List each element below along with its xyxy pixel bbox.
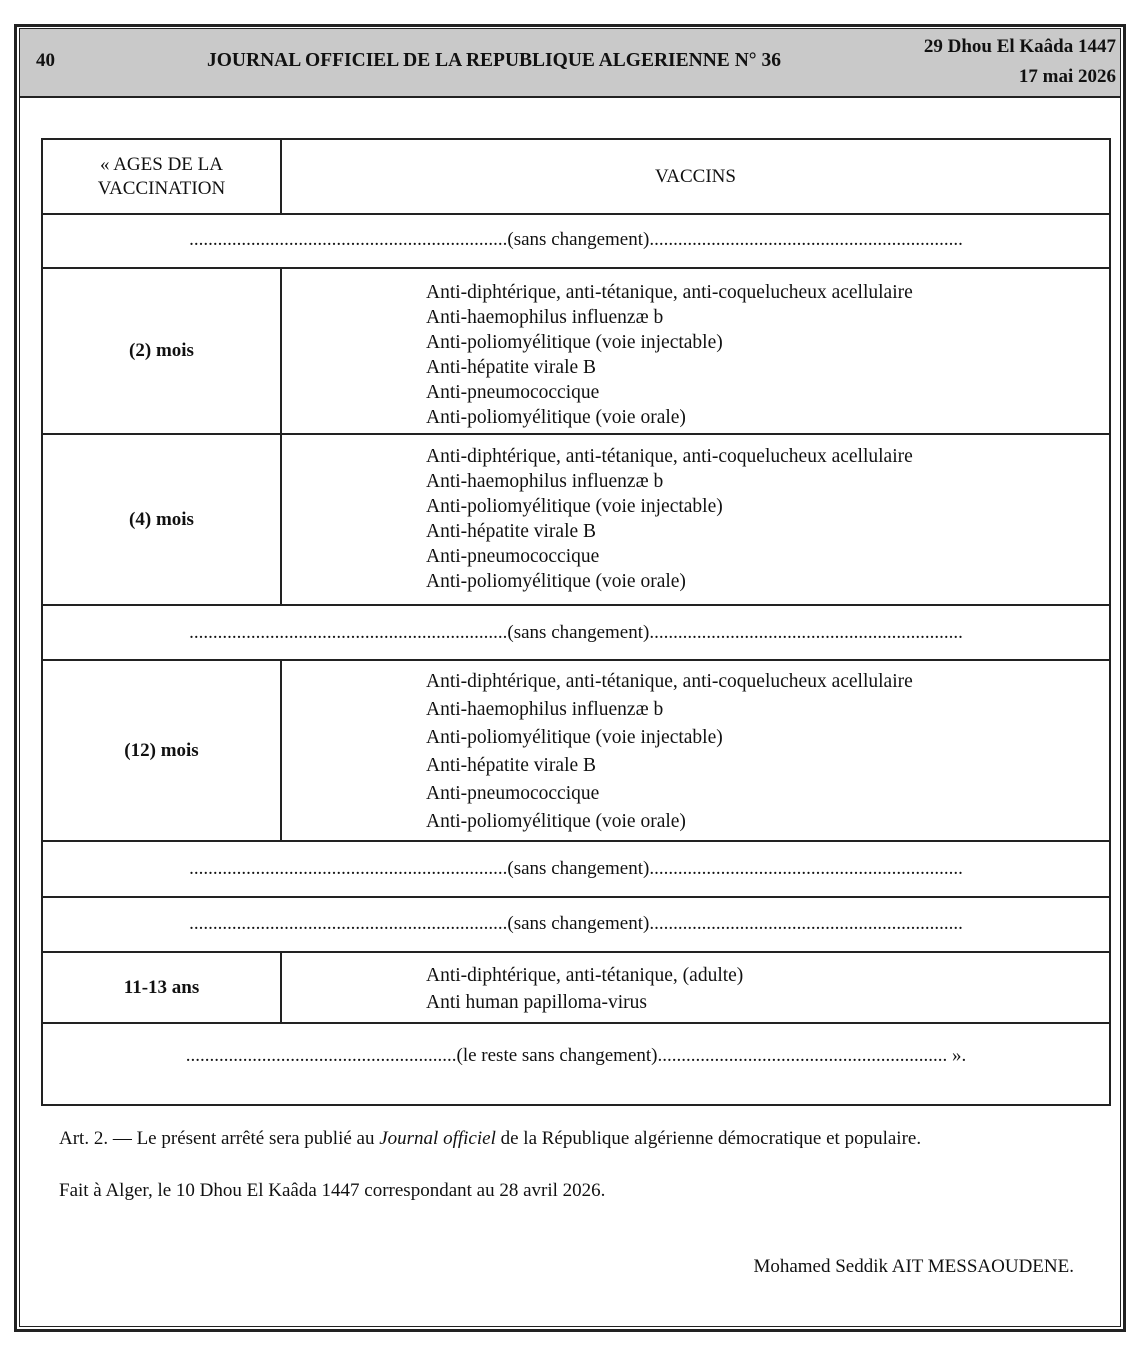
page-number: 40 [36,50,55,71]
vaccine-item: Anti-pneumococcique [426,382,600,403]
vaccine-item: Anti-poliomyélitique (voie orale) [426,407,686,428]
column-divider [280,267,282,605]
vaccine-item: Anti-hépatite virale B [426,521,597,542]
table-rule [43,840,1109,842]
vaccine-item: Anti-poliomyélitique (voie injectable) [426,496,723,517]
vaccine-item: Anti-haemophilus influenzæ b [426,471,664,492]
age-cell: (2) mois [129,340,194,361]
age-cell: (12) mois [124,739,199,761]
vaccine-list [426,280,913,430]
gregorian-date: 17 mai 2026 [1018,66,1116,87]
vaccine-item: Anti-hépatite virale B [426,357,597,378]
unchanged-row: ...................................................................(sans changement).................................................................. [189,858,963,879]
vaccine-item: Anti-pneumococcique [426,783,600,804]
vaccine-item: Anti-diphtérique, anti-tétanique, (adulte) [426,965,744,986]
vaccine-item: Anti-poliomyélitique (voie orale) [426,811,686,832]
table-rule [43,1022,1109,1024]
vaccine-list [426,962,743,1016]
vaccine-item: Anti-poliomyélitique (voie injectable) [426,727,723,748]
vaccine-item: Anti human papilloma-virus [426,992,647,1013]
vaccine-item: Anti-haemophilus influenzæ b [426,307,664,328]
unchanged-row: ...................................................................(sans changement).................................................................. [189,913,963,934]
article-prefix: Art. 2. — Le présent arrêté sera publié au [59,1128,380,1149]
unchanged-row: ...................................................................(sans changement).................................................................. [189,229,963,250]
vaccine-item: Anti-poliomyélitique (voie injectable) [426,332,723,353]
vaccine-item: Anti-pneumococcique [426,546,600,567]
vaccine-list [426,668,913,836]
column-divider [280,659,282,841]
age-cell: (4) mois [129,508,194,530]
column-divider [280,951,282,1023]
vaccine-list [426,444,913,594]
vaccine-item: Anti-diphtérique, anti-tétanique, anti-coquelucheux acellulaire [426,671,913,692]
table-rule [43,213,1109,215]
vaccine-item: Anti-diphtérique, anti-tétanique, anti-coquelucheux acellulaire [426,446,913,467]
unchanged-row: ...................................................................(sans changement).................................................................. [189,622,963,643]
header-age: « AGES DE LA VACCINATION [97,153,226,199]
signature: Mohamed Seddik AIT MESSAOUDENE. [753,1256,1074,1277]
table-rule [43,896,1109,898]
done-at: Fait à Alger, le 10 Dhou El Kaâda 1447 correspondant au 28 avril 2026. [59,1180,606,1201]
vaccine-item: Anti-diphtérique, anti-tétanique, anti-coquelucheux acellulaire [426,282,913,303]
article-2 [59,1128,921,1150]
age-cell: 11-13 ans [123,976,200,998]
journal-name: Journal officiel [379,1128,496,1149]
vaccine-item: Anti-haemophilus influenzæ b [426,699,664,720]
table-rule [43,604,1109,606]
rest-unchanged-row: .........................................................(le reste sans changement)............................................................. ». [185,1045,967,1066]
hijri-date: 29 Dhou El Kaâda 1447 [923,36,1116,57]
article-suffix: de la République algérienne démocratique et populaire. [495,1128,922,1149]
vaccine-item: Anti-poliomyélitique (voie orale) [426,571,686,592]
vaccine-item: Anti-hépatite virale B [426,755,597,776]
header-vaccines: VACCINS [655,165,736,187]
journal-title: JOURNAL OFFICIEL DE LA REPUBLIQUE ALGERIENNE N° 36 [207,50,781,71]
